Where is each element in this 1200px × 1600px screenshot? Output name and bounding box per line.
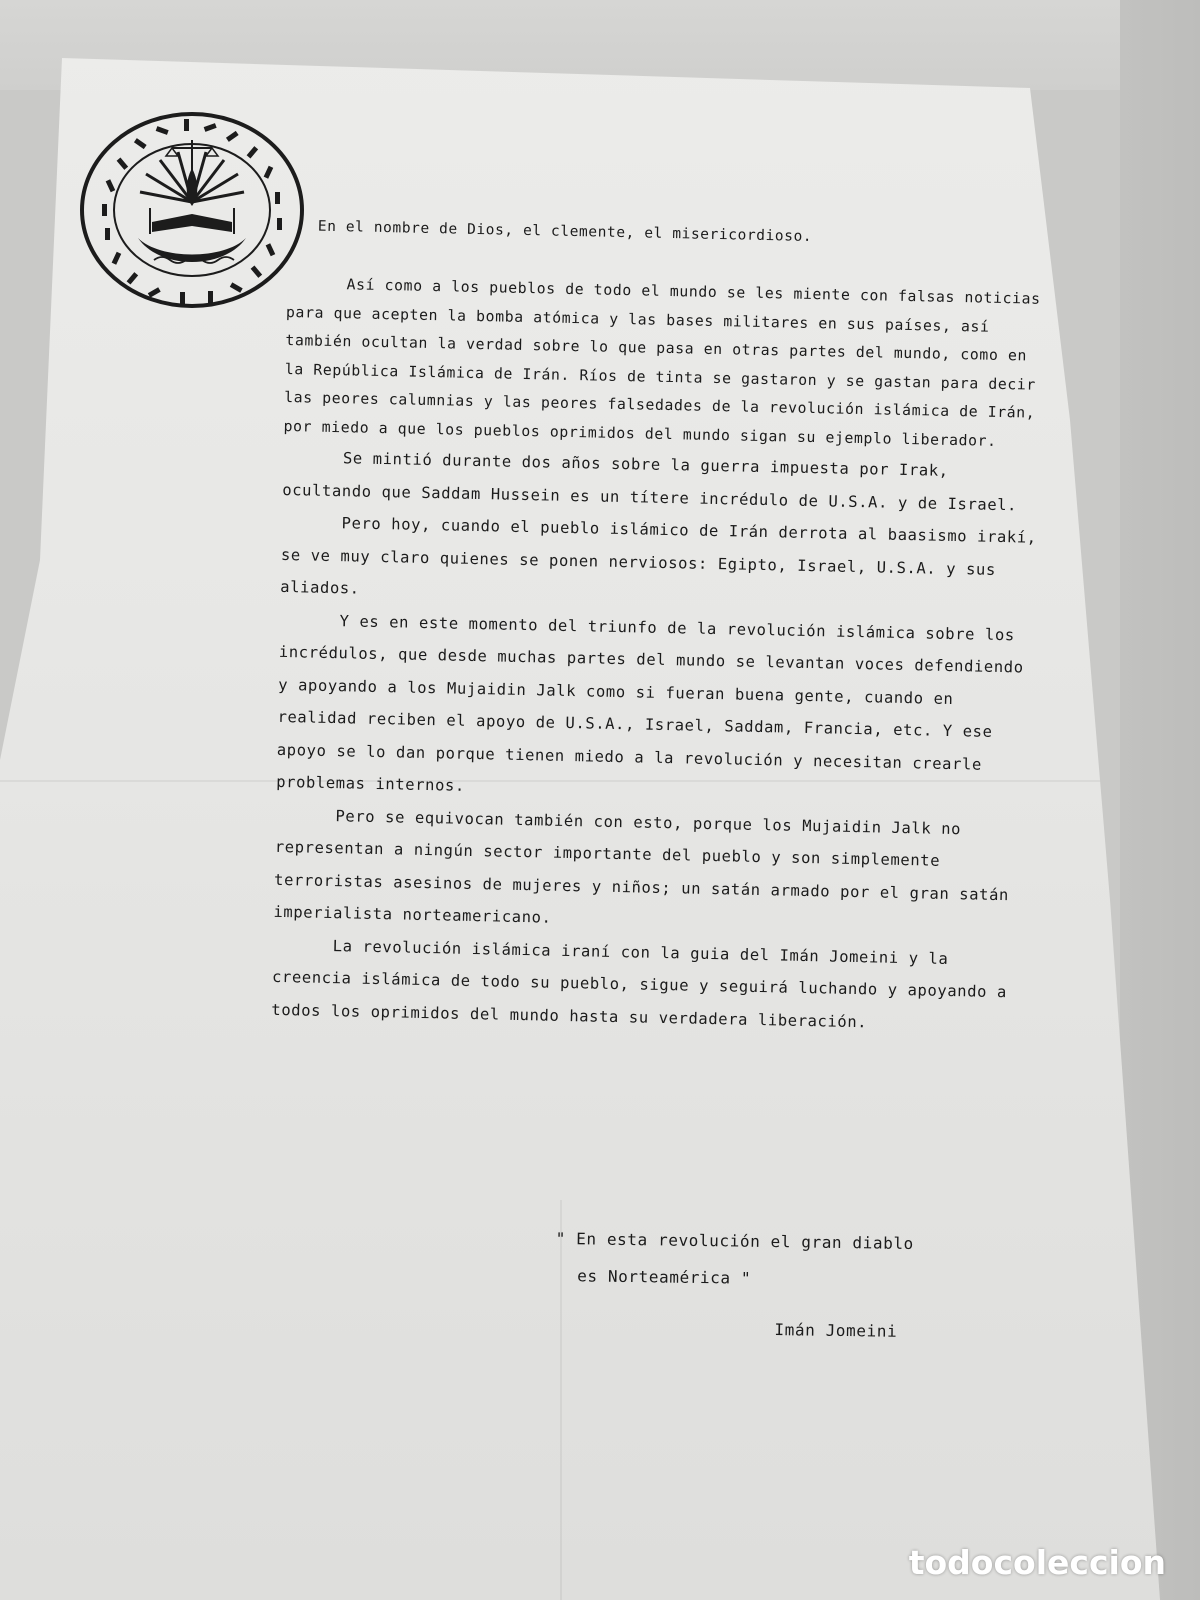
- letter-body: [271, 218, 1048, 1042]
- letter-paragraph: Pero hoy, cuando el pueblo islámico de Irán derrota al baasismo irakí, se ve muy claro quienes se ponen nerviosos: Egipto, Israel, U.S.A. y sus aliados.: [280, 514, 1037, 598]
- letter-paragraph: Se mintió durante dos años sobre la guerra impuesta por Irak, ocultando que Saddam Hussein es un títere incrédulo de U.S.A. y de Israel.: [282, 449, 1018, 514]
- quote-line: es Norteamérica ": [577, 1266, 752, 1288]
- letter-paragraph: Y es en este momento del triunfo de la revolución islámica sobre los incrédulos, que desde muchas partes del mundo se levantan voces defendiendo y apoyando a los Mujaidin Jalk como si fueran buena gente, cuando en realidad reciben el apoyo de U.S.A., Israel, Saddam, Francia, etc. Y ese apoyo se lo dan porque tienen miedo a la revolución y necesitan crearle problemas internos.: [276, 611, 1024, 795]
- association-seal: [80, 110, 305, 310]
- quote-line: " En esta revolución el gran diablo: [555, 1228, 914, 1253]
- closing-quote: [554, 1220, 914, 1350]
- letter-paragraph: Pero se equivocan también con esto, porque los Mujaidin Jalk no representan a ningún sector importante del pueblo y son simplemente terroristas asesinos de mujeres y niños; un satán armado por el gran satán imperialista norteamericano.: [273, 806, 1010, 927]
- signature: Imán Jomeini: [774, 1320, 898, 1341]
- letter-paragraph: La revolución islámica iraní con la guia del Imán Jomeini y la creencia islámica de todo su pueblo, sigue y seguirá luchando y apoyando a todos los oprimidos del mundo hasta su verdadera liberación.: [271, 936, 1008, 1031]
- invocation-line: En el nombre de Dios, el clemente, el misericordioso.: [317, 218, 813, 245]
- site-watermark: todocoleccion: [908, 1543, 1166, 1582]
- letter-paragraph: Así como a los pueblos de todo el mundo se les miente con falsas noticias para que acepten la bomba atómica y las bases militares en sus países, así también ocultan la verdad sobre lo que pasa en otras partes del mundo, como en la República Islámica de Irán. Ríos de tinta se gastaron y se gastan para decir las peores calumnias y las peores falsedades de la revolución islámica de Irán, por miedo a que los pueblos oprimidos del mundo sigan su ejemplo liberador.: [283, 276, 1041, 450]
- scales-book-sun-emblem-icon: [80, 110, 305, 310]
